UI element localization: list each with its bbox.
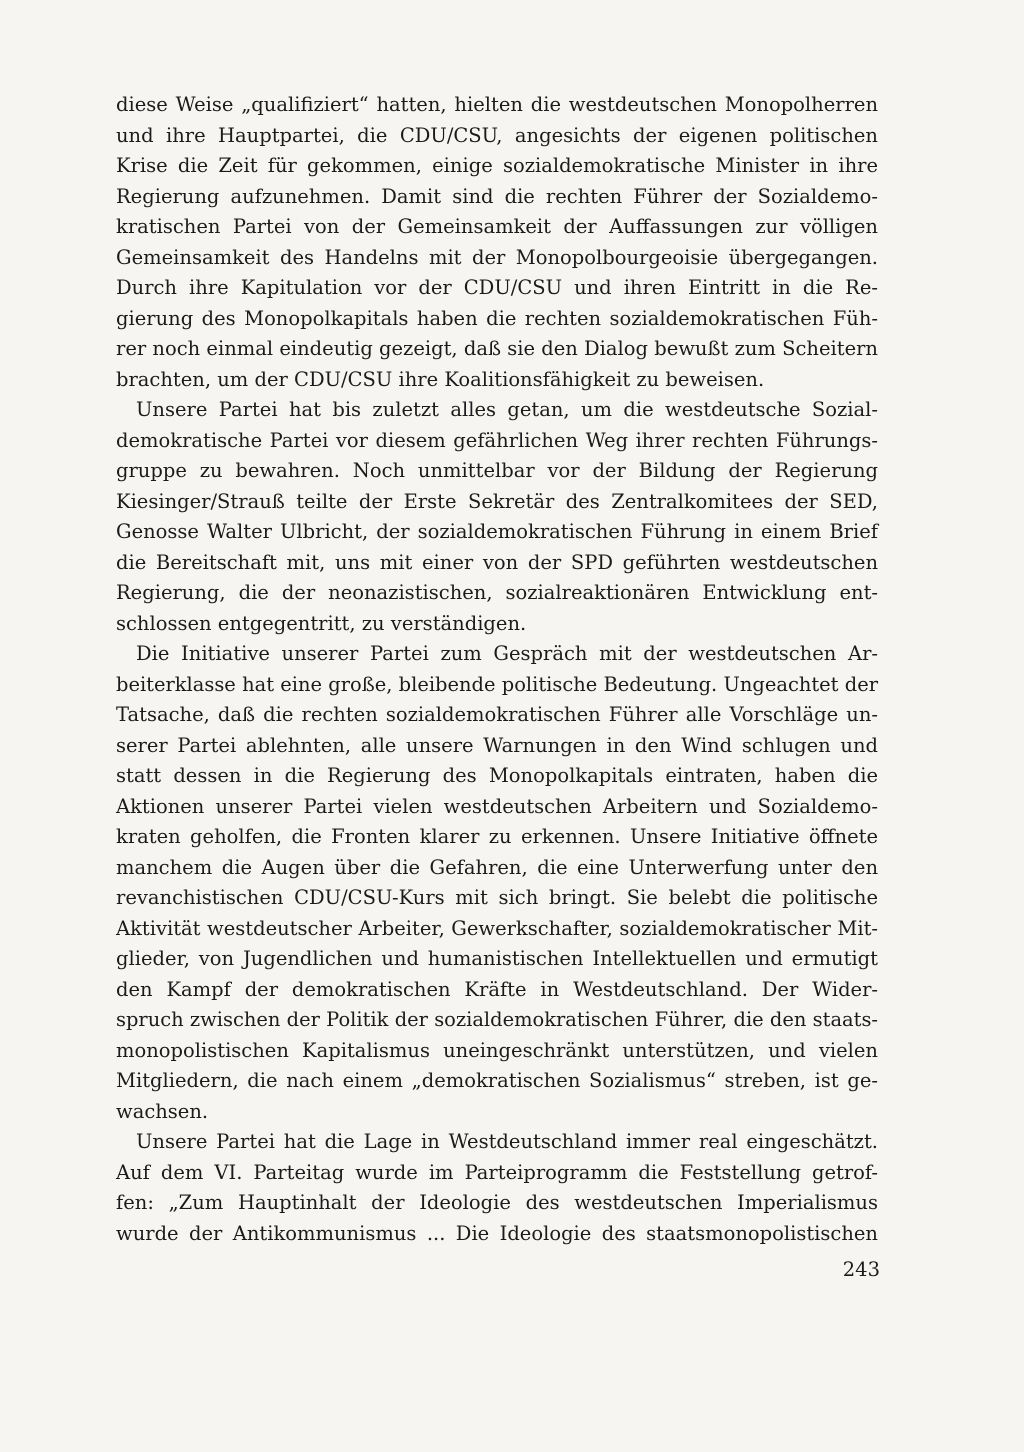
- text-line: Aktivität westdeutscher Arbeiter, Gewerkschafter, sozialdemokratischer Mit-: [116, 916, 878, 940]
- text-line: kratischen Partei von der Gemeinsamkeit der Auffassungen zur völligen: [116, 215, 878, 238]
- text-line: Regierung aufzunehmen. Damit sind die rechten Führer der Sozialdemo-: [116, 184, 878, 208]
- text-line: Krise die Zeit für gekommen, einige sozialdemokratische Minister in ihre: [116, 154, 878, 177]
- paragraph-3: [116, 639, 878, 1127]
- paragraph-1: [116, 90, 878, 395]
- text-line: und ihre Hauptpartei, die CDU/CSU, angesichts der eigenen politischen: [116, 123, 878, 147]
- text-line: diese Weise „qualifiziert“ hatten, hielten die westdeutschen Monopolherren: [116, 93, 878, 116]
- text-line: demokratische Partei vor diesem gefährlichen Weg ihrer rechten Führungs-: [116, 428, 878, 452]
- text-line: gierung des Monopolkapitals haben die rechten sozialdemokratischen Füh-: [116, 306, 878, 330]
- text-line: gruppe zu bewahren. Noch unmittelbar vor der Bildung der Regierung: [116, 459, 878, 482]
- text-line: Unsere Partei hat bis zuletzt alles getan, um die westdeutsche Sozial-: [136, 398, 878, 421]
- text-line: serer Partei ablehnten, alle unsere Warnungen in den Wind schlugen und: [116, 733, 878, 757]
- text-line: Genosse Walter Ulbricht, der sozialdemokratischen Führung in einem Brief: [116, 520, 878, 543]
- text-line: Die Initiative unserer Partei zum Gespräch mit der westdeutschen Ar-: [136, 642, 878, 665]
- text-line: kraten geholfen, die Fronten klarer zu erkennen. Unsere Initiative öffnete: [116, 825, 878, 848]
- text-line: Gemeinsamkeit des Handelns mit der Monopolbourgeoisie übergegangen.: [116, 245, 878, 269]
- text-line: den Kampf der demokratischen Kräfte in Westdeutschland. Der Wider-: [116, 977, 878, 1001]
- text-line: glieder, von Jugendlichen und humanistischen Intellektuellen und ermutigt: [116, 947, 878, 970]
- text-line: wachsen.: [116, 1099, 209, 1123]
- text-line: Regierung, die der neonazistischen, sozialreaktionären Entwicklung ent-: [116, 581, 878, 604]
- text-line: schlossen entgegentritt, zu verständigen.: [116, 611, 527, 635]
- text-line: revanchistischen CDU/CSU-Kurs mit sich bringt. Sie belebt die politische: [116, 886, 878, 909]
- text-line: manchem die Augen über die Gefahren, die eine Unterwerfung unter den: [116, 855, 878, 879]
- paragraph-2: [116, 395, 878, 639]
- text-line: Aktionen unserer Partei vielen westdeutschen Arbeitern und Sozialdemo-: [116, 794, 878, 818]
- text-line: Mitgliedern, die nach einem „demokratischen Sozialismus“ streben, ist ge-: [116, 1069, 878, 1092]
- text-line: statt dessen in die Regierung des Monopolkapitals eintraten, haben die: [116, 764, 878, 787]
- body-text: [116, 90, 878, 1249]
- text-line: brachten, um der CDU/CSU ihre Koalitionsfähigkeit zu beweisen.: [116, 367, 765, 391]
- text-line: Durch ihre Kapitulation vor der CDU/CSU und ihren Eintritt in die Re-: [116, 276, 878, 299]
- text-line: beiterklasse hat eine große, bleibende politische Bedeutung. Ungeachtet der: [116, 672, 878, 696]
- text-line: spruch zwischen der Politik der sozialdemokratischen Führer, die den staats-: [116, 1008, 878, 1031]
- text-line: monopolistischen Kapitalismus uneingeschränkt unterstützen, und vielen: [116, 1038, 878, 1062]
- text-line: Unsere Partei hat die Lage in Westdeutschland immer real eingeschätzt.: [136, 1130, 878, 1153]
- page-number: 243: [842, 1258, 880, 1281]
- text-line: die Bereitschaft mit, uns mit einer von der SPD geführten westdeutschen: [116, 550, 878, 574]
- text-line: Kiesinger/Strauß teilte der Erste Sekretär des Zentralkomitees der SED,: [116, 489, 878, 513]
- paragraph-4: [116, 1127, 878, 1249]
- text-line: rer noch einmal eindeutig gezeigt, daß sie den Dialog bewußt zum Scheitern: [116, 337, 878, 360]
- text-line: wurde der Antikommunismus ... Die Ideologie des staatsmonopolistischen: [116, 1221, 878, 1245]
- text-line: Tatsache, daß die rechten sozialdemokratischen Führer alle Vorschläge un-: [116, 703, 878, 726]
- text-line: Auf dem VI. Parteitag wurde im Parteiprogramm die Feststellung getrof-: [116, 1160, 878, 1184]
- text-line: fen: „Zum Hauptinhalt der Ideologie des westdeutschen Imperialismus: [116, 1191, 878, 1214]
